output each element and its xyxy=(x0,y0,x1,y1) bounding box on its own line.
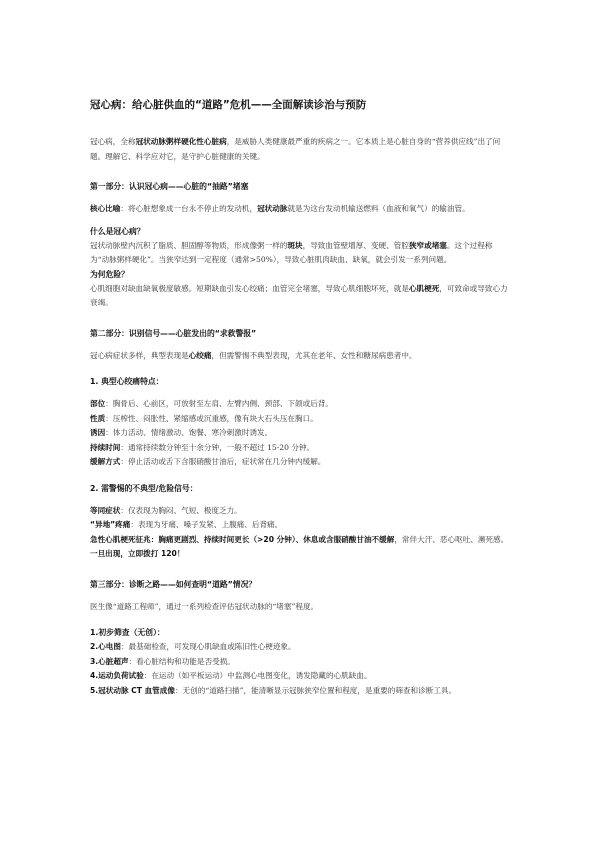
what-answer xyxy=(90,239,510,268)
item-label: 性质 xyxy=(90,413,106,423)
item-label: 等同症状 xyxy=(90,505,121,515)
part2-intro-rest: ，但需警惕不典型表现，尤其在老年、女性和糖尿病患者中。 xyxy=(211,350,417,360)
intro-paragraph xyxy=(90,135,510,164)
intro-text: 冠心病，全称 xyxy=(90,137,136,146)
item-text: ：无创的“道路扫描”，能清晰显示冠脉狭窄位置和程度，是重要的筛查和诊断工具。 xyxy=(174,685,457,695)
item-text: ：体力活动、情绪激动、饱餐、寒冷刺激时诱发。 xyxy=(105,428,273,437)
acute-bold-text: ：胸痛更剧烈、持续时间更长（>20 分钟）、休息或含服硝酸甘油不缓解 xyxy=(150,534,395,544)
warning-signs-list xyxy=(90,504,510,562)
list-item xyxy=(90,518,510,533)
why-question: 为何危险？ xyxy=(90,269,129,279)
why-text-rest: ，可致命或导致心力衰竭。 xyxy=(90,283,508,307)
item-label: 缓解方式 xyxy=(90,457,121,466)
item-text: ：通常持续数分钟至十余分钟，一般不超过 15-20 分钟。 xyxy=(120,442,315,452)
part3-heading: 第三部分：诊断之路——如何查明“道路”情况？ xyxy=(90,579,257,589)
core-text: ：将心脏想象成一台永不停止的发动机， xyxy=(120,204,258,213)
item-text: ：仅表现为胸闷、气短、极度乏力。 xyxy=(120,505,242,515)
what-text: 冠状动脉壁内沉积了脂质、胆固醇等物质，形成像粥一样的 xyxy=(90,240,288,250)
item-text: ：压榨性、闷胀性、紧缩感或沉重感，像有块大石头压在胸口。 xyxy=(105,413,318,423)
document-title: 冠心病：给心脏供血的“道路”危机——全面解读诊治与预防 xyxy=(90,99,367,111)
why-text: 心肌细胞对缺血缺氧极度敏感。短期缺血引发心绞痛；血管完全堵塞，导致心肌细胞坏死，就是 xyxy=(90,283,409,293)
list-item xyxy=(90,441,510,456)
core-term: 冠状动脉 xyxy=(257,204,288,213)
typical-angina-heading: 1. 典型心绞痛特点： xyxy=(90,377,164,386)
core-text-rest: 就是为这台发动机输送燃料（血液和氧气）的输油管。 xyxy=(287,204,470,213)
intro-text-rest: ，是威胁人类健康最严重的疾病之一。它本质上是心脏自身的“营养供应线”出了问题。理解它、科学应对它，是守护心脏健康的关键。 xyxy=(90,137,501,161)
item-label: 部位 xyxy=(90,399,106,408)
core-metaphor xyxy=(90,202,510,217)
list-item xyxy=(90,655,510,670)
item-label: 2.心电图 xyxy=(90,642,121,651)
item-text: ：看心脏结构和功能是否受损。 xyxy=(128,656,235,666)
item-label: “异地”疼痛 xyxy=(90,520,131,529)
item-text: ：表现为牙痛、嗓子发紧、上腹痛、后背痛。 xyxy=(130,520,283,529)
item-text: ：停止活动或舌下含服硝酸甘油后，症状常在几分钟内缓解。 xyxy=(120,457,326,466)
what-question: 什么是冠心病？ xyxy=(90,226,145,236)
part2-intro xyxy=(90,349,510,364)
item-text: ：胸骨后、心前区，可放射至左肩、左臂内侧、颈部、下颌或后背。 xyxy=(105,399,333,408)
item-label: 诱因 xyxy=(90,428,106,437)
acute-text: ，常伴大汗、恶心呕吐、濒死感。 xyxy=(394,534,509,544)
part3-intro: 医生像“道路工程师”，通过一系列检查评估冠状动脉的“堵塞”程度。 xyxy=(90,601,319,611)
document-page xyxy=(90,98,510,698)
why-term: 心肌梗死 xyxy=(408,283,440,293)
typical-angina-list xyxy=(90,397,510,470)
why-answer xyxy=(90,282,510,311)
list-item xyxy=(90,504,510,519)
what-text-3: 。这个过程称为“动脉粥样硬化”。当狭窄达到一定程度（通常>50%），导致心脏肌肉缺血、缺氧，就会引发一系列问题。 xyxy=(90,240,493,264)
screening-heading: 1.初步筛查（无创）： xyxy=(90,628,165,637)
item-label: 4.运动负荷试验 xyxy=(90,671,144,680)
part2-heading: 第二部分：识别信号——心脏发出的“求救警报” xyxy=(90,328,257,338)
item-text: ：最基础检查，可发现心肌缺血或陈旧性心梗迹象。 xyxy=(120,642,296,651)
what-term-plaque: 斑块 xyxy=(287,240,303,250)
acute-mi-item xyxy=(90,533,510,562)
item-label: 5.冠状动脉 CT 血管成像 xyxy=(90,685,175,695)
list-item xyxy=(90,397,510,412)
part2-intro-term: 心绞痛 xyxy=(188,350,212,360)
list-item xyxy=(90,640,510,655)
part2-intro-text: 冠心病症状多样，典型表现是 xyxy=(90,350,189,360)
item-label: 3.心脏超声 xyxy=(90,656,129,666)
item-text: ：在运动（如平板运动）中监测心电图变化，诱发隐藏的心肌缺血。 xyxy=(143,671,372,680)
what-text-2: ，导致血管壁增厚、变硬、管腔 xyxy=(302,240,409,250)
emergency-call-text: 一旦出现，立即拨打 120！ xyxy=(90,549,185,558)
list-item xyxy=(90,426,510,441)
list-item xyxy=(90,412,510,427)
list-item xyxy=(90,669,510,684)
list-item xyxy=(90,455,510,470)
item-label: 持续时间 xyxy=(90,442,121,452)
core-label: 核心比喻 xyxy=(90,204,121,213)
what-term-stenosis: 狭窄或堵塞 xyxy=(408,240,447,250)
intro-term: 冠状动脉粥样硬化性心脏病 xyxy=(135,137,227,146)
part1-heading: 第一部分：认识冠心病——心脏的“抽路”堵塞 xyxy=(90,182,249,191)
list-item xyxy=(90,684,510,699)
acute-label: 急性心肌梗死征兆 xyxy=(90,534,151,544)
warning-signs-heading: 2. 需警惕的不典型/危险信号： xyxy=(90,483,198,493)
screening-list xyxy=(90,640,510,698)
